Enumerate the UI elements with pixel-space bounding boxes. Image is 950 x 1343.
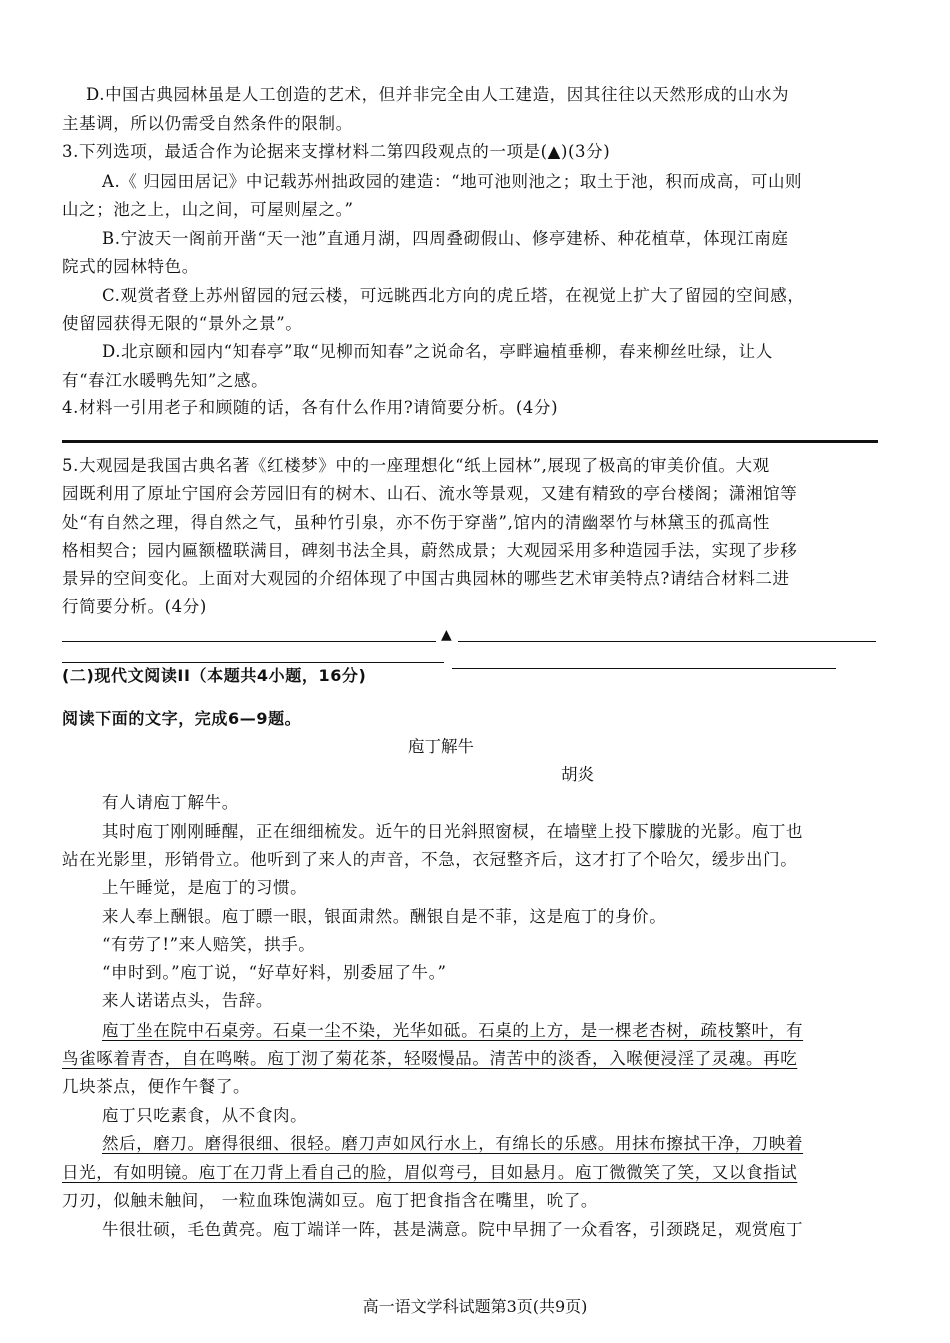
story-p9-line-1: 庖丁只吃素食，从不食肉。 — [102, 1106, 308, 1125]
q5-line-4: 格相契合；园内匾额楹联满目，碑刻书法全具，蔚然成景；大观园采用多种造园手法，实现了步移 — [62, 541, 798, 560]
section-line-right — [452, 668, 836, 669]
story-p6-line-1: “申时到。”庖丁说，“好草好料，别委屈了牛。” — [102, 963, 447, 982]
q3-option-d-line-2: 有“春江水暖鸭先知”之感。 — [62, 371, 269, 390]
story-p2-line-1: 其时庖丁刚刚睡醒，正在细细梳发。近午的日光斜照窗棂，在墙壁上投下朦胧的光影。庖丁也 — [102, 822, 804, 841]
q3-option-c-line-2: 使留园获得无限的“景外之景”。 — [62, 314, 303, 333]
q5-line-2: 园既利用了原址宁国府会芳园旧有的树木、山石、流水等景观，又建有精致的亭台楼阁；潇湘馆等 — [62, 484, 798, 503]
story-p8-line-2: 鸟雀啄着青杏，自在鸣啭。庖丁沏了菊花茶，轻啜慢品。清苦中的淡香，入喉便浸淫了灵魂。再吃 — [62, 1049, 798, 1068]
story-p10-line-1: 然后，磨刀。磨得很细、很轻。磨刀声如风行水上，有绵长的乐感。用抹布擦拭干净，刀映着 — [102, 1134, 804, 1153]
section-line-left — [62, 662, 444, 663]
section-heading: (二)现代文阅读II（本题共4小题，16分) — [62, 666, 367, 685]
q2-option-d-line-1: D.中国古典园林虽是人工创造的艺术，但并非完全由人工建造，因其往往以天然形成的山水为 — [86, 85, 790, 104]
section-instruction: 阅读下面的文字，完成6—9题。 — [62, 709, 302, 728]
q4-stem: 4.材料一引用老子和顾随的话，各有什么作用?请简要分析。(4分) — [62, 398, 559, 417]
story-p10-line-2: 日光，有如明镜。庖丁在刀背上看自己的脸，眉似弯弓，目如悬月。庖丁微微笑了笑，又以食指试 — [62, 1163, 798, 1182]
story-author: 胡炎 — [561, 765, 594, 784]
page-footer: 高一语文学科试题第3页(共9页) — [362, 1297, 588, 1316]
q3-option-a-line-1: A.《 归园田居记》中记载苏州拙政园的建造：“地可池则池之；取土于池，积而成高，可山则 — [102, 172, 803, 191]
story-p4-line-1: 来人奉上酬银。庖丁瞟一眼，银面肃然。酬银自是不菲，这是庖丁的身价。 — [102, 907, 667, 926]
q3-option-c-line-1: C.观赏者登上苏州留园的冠云楼，可远眺西北方向的虎丘塔，在视觉上扩大了留园的空间感， — [102, 286, 805, 305]
q4-answer-line — [62, 440, 878, 443]
q5-answer-line-left — [62, 641, 436, 642]
q3-option-b-line-2: 院式的园林特色。 — [62, 257, 199, 276]
q3-stem: 3.下列选项，最适合作为论据来支撑材料二第四段观点的一项是(▲)(3分) — [62, 142, 611, 161]
story-p10-line-3: 刀刃，似触未触间， 一粒血珠饱满如豆。庖丁把食指含在嘴里，吮了。 — [62, 1191, 598, 1210]
q5-line-1: 5.大观园是我国古典名著《红楼梦》中的一座理想化“纸上园林”,展现了极高的审美价值。大观 — [62, 456, 770, 475]
story-p11-line-1: 牛很壮硕，毛色黄亮。庖丁端详一阵，甚是满意。院中早拥了一众看客，引颈跷足，观赏庖丁 — [102, 1220, 804, 1239]
story-p3-line-1: 上午睡觉，是庖丁的习惯。 — [102, 878, 308, 897]
q3-option-a-line-2: 山之；池之上，山之间，可屋则屋之。” — [62, 200, 354, 219]
story-p7-line-1: 来人诺诺点头，告辞。 — [102, 991, 273, 1010]
story-p2-line-2: 站在光影里，形销骨立。他听到了来人的声音，不急，衣冠整齐后，这才打了个哈欠，缓步出门。 — [62, 850, 798, 869]
story-p8-line-1: 庖丁坐在院中石桌旁。石桌一尘不染，光华如砥。石桌的上方，是一棵老杏树，疏枝繁叶，有 — [102, 1021, 804, 1040]
q5-line-5: 景异的空间变化。上面对大观园的介绍体现了中国古典园林的哪些艺术审美特点?请结合材料二进 — [62, 569, 790, 588]
story-p5-line-1: “有劳了!”来人赔笑，拱手。 — [102, 935, 316, 954]
q5-answer-line-right — [458, 641, 876, 642]
q5-line-3: 处“有自然之理，得自然之气，虽种竹引泉，亦不伤于穿凿”,馆内的清幽翠竹与林黛玉的孤高性 — [62, 513, 770, 532]
q5-answer-marker: ▲ — [441, 627, 452, 643]
story-p8-line-3: 几块茶点，便作午餐了。 — [62, 1077, 251, 1096]
q5-line-6: 行简要分析。(4分) — [62, 597, 207, 616]
q3-option-d-line-1: D.北京颐和园内“知春亭”取“见柳而知春”之说命名，亭畔遍植垂柳，春来柳丝吐绿，让人 — [102, 342, 773, 361]
story-p1-line-1: 有人请庖丁解牛。 — [102, 793, 239, 812]
story-title: 庖丁解牛 — [408, 737, 474, 756]
q3-option-b-line-1: B.宁波天一阁前开凿“天一池”直通月湖，四周叠砌假山、修亭建桥、种花植草，体现江南庭 — [102, 229, 789, 248]
q2-option-d-line-2: 主基调，所以仍需受自然条件的限制。 — [62, 114, 353, 133]
